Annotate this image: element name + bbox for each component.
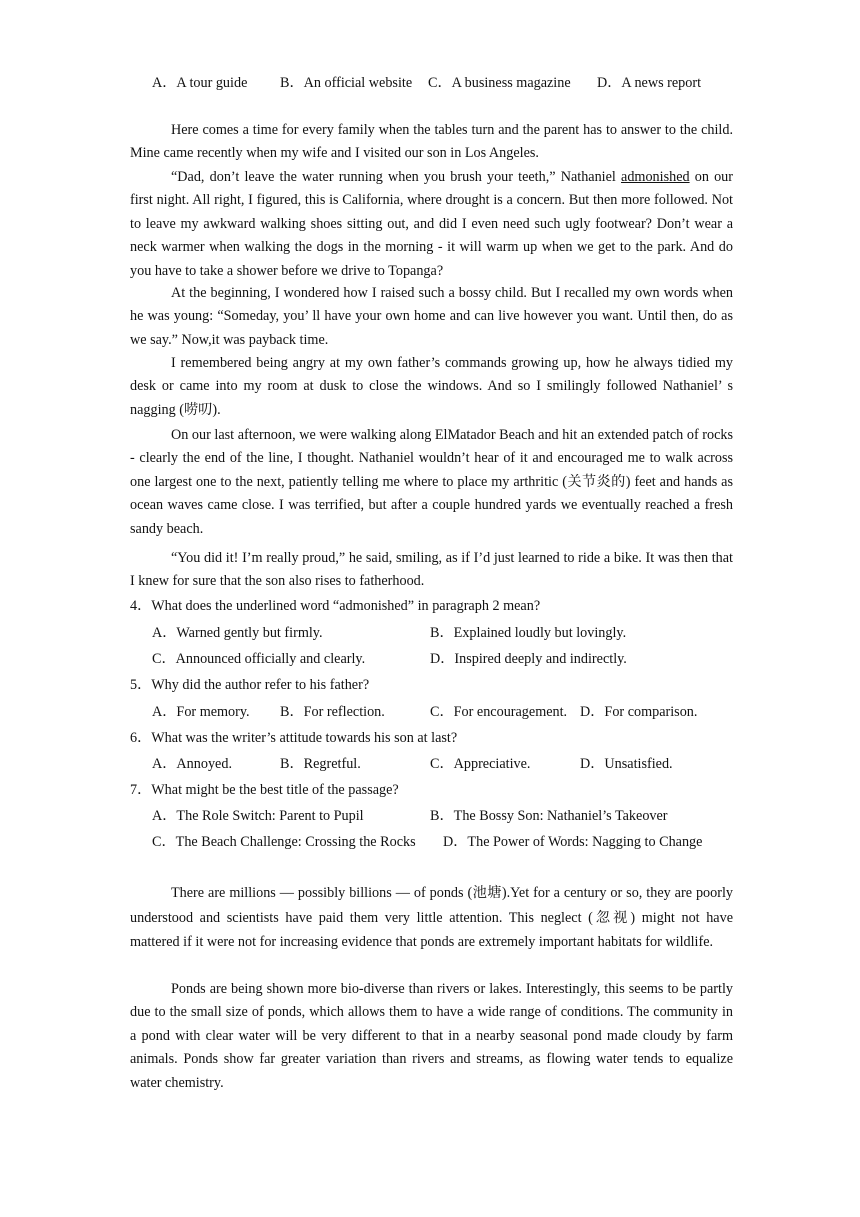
question-7-option-a: A．The Role Switch: Parent to Pupil [152,808,364,824]
question-7-option-d: D．The Power of Words: Nagging to Change [443,834,703,850]
passage-b-paragraph-2: “Dad, don’t leave the water running when you brush your teeth,” Nathaniel admonished on our first night. All right, I figured, this is California, where drought is a concern. But then more followed. Not to leave my awkward walking shoes sitting out, and did I even need such ugly footwear? Don’t wear a neck warmer when walking the dogs in the morning - it will warm up when we get to the park. And do you have to take a shower before we drive to Topanga? [130,169,733,279]
q3-option-c: C．A business magazine [428,75,571,91]
passage-b-paragraph-6: “You did it! I’m really proud,” he said, smiling, as if I’d just learned to ride a bike. It was then that I knew for sure that the son also rises to fatherhood. [130,550,733,590]
question-6-option-c: C．Appreciative. [430,756,531,772]
question-5-option-d: D．For comparison. [580,704,698,720]
passage-b-paragraph-1: Here comes a time for every family when the tables turn and the parent has to answer to the child. Mine came recently when my wife and I visited our son in Los Angeles. [130,122,733,162]
question-4-option-d: D．Inspired deeply and indirectly. [430,651,627,667]
question-6-option-b: B．Regretful. [280,756,361,772]
question-7-stem: 7．What might be the best title of the passage? [130,782,399,798]
passage-b-paragraph-3: At the beginning, I wondered how I raised such a bossy child. But I recalled my own words when he was young: “Someday, you’ ll have your own home and can live however you want. Until then, do as we say.” Now,it was payback time. [130,285,733,348]
passage-b-paragraph-5: On our last afternoon, we were walking along ElMatador Beach and hit an extended patch of rocks - clearly the end of the line, I thought. Nathaniel wouldn’t hear of it and encouraged me to walk across one largest one to the next, patiently telling me where to place my arthritic (关节炎的) feet and hands as ocean waves came close. I was terrified, but after a couple hundred yards we eventually reached a fresh sandy beach. [130,427,733,537]
underlined-word: admonished [621,169,690,185]
question-6-option-d: D．Unsatisfied. [580,756,673,772]
question-4-option-a: A．Warned gently but firmly. [152,625,323,641]
question-5-option-b: B．For reflection. [280,704,385,720]
passage-b-paragraph-4: I remembered being angry at my own father’s commands growing up, how he always tidied my desk or came into my room at dusk to close the windows. And so I smilingly followed Nathaniel’ s nagging (唠叨). [130,355,733,418]
q3-option-a: A．A tour guide [152,75,248,91]
question-4-option-c: C．Announced officially and clearly. [152,651,366,667]
q3-option-d: D．A news report [597,75,702,91]
question-4-option-b: B．Explained loudly but lovingly. [430,625,627,641]
q3-option-b: B．An official website [280,75,413,91]
question-4-stem: 4．What does the underlined word “admonished” in paragraph 2 mean? [130,598,541,614]
passage-c-paragraph-2: Ponds are being shown more bio-diverse than rivers or lakes. Interestingly, this seems to be partly due to the small size of ponds, which allows them to have a wide range of conditions. The community in a pond with clear water will be very different to that in a nearby seasonal pond made cloudy by farm animals. Ponds show far greater variation than rivers and streams, as flowing water tends to equalize water chemistry. [130,981,733,1091]
question-5-stem: 5．Why did the author refer to his father? [130,677,370,693]
question-5-option-c: C．For encouragement. [430,704,568,720]
passage-c-paragraph-1: There are millions — possibly billions — of ponds (池塘).Yet for a century or so, they are poorly understood and scientists have paid them very little attention. This neglect (忽视) might not have mattered if it were not for increasing evidence that ponds are extremely important habitats for wildlife. [130,885,733,951]
question-5-option-a: A．For memory. [152,704,250,720]
question-7-option-b: B．The Bossy Son: Nathaniel’s Takeover [430,808,668,824]
question-6-stem: 6．What was the writer’s attitude towards his son at last? [130,730,458,746]
question-6-option-a: A．Annoyed. [152,756,232,772]
question-7-option-c: C．The Beach Challenge: Crossing the Rocks [152,834,416,850]
